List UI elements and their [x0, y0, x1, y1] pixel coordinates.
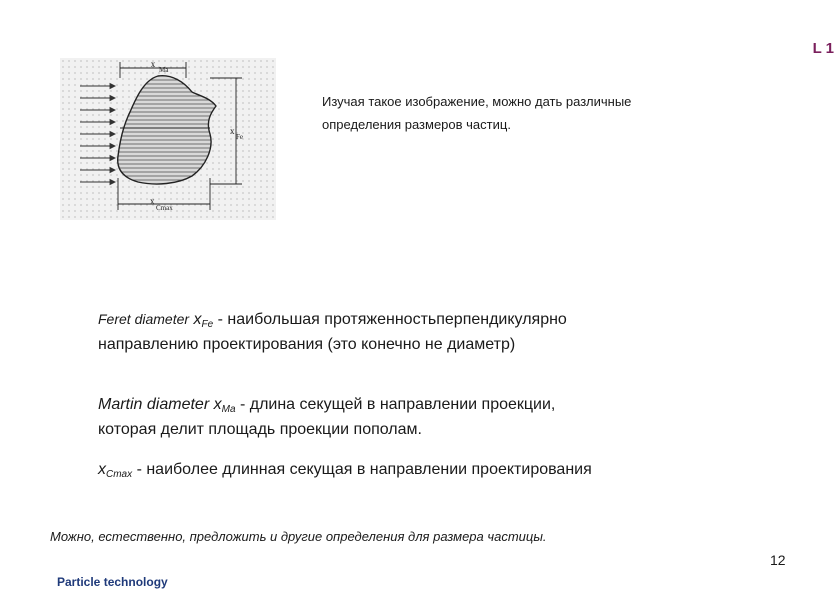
- cmax-description: - наиболее длинная секущая в направлении проектирования: [132, 461, 592, 478]
- cmax-subscript: Cmax: [106, 469, 133, 480]
- martin-label-sub: Ma: [159, 66, 169, 74]
- feret-label: x: [230, 126, 235, 136]
- feret-term: Feret diameter: [98, 311, 190, 327]
- feret-symbol: x: [193, 311, 202, 328]
- definition-feret: [98, 308, 618, 356]
- cmax-label: x: [150, 196, 155, 206]
- feret-label-sub: Fe: [236, 133, 243, 141]
- martin-term: Martin diameter: [98, 396, 210, 413]
- martin-subscript: Ma: [221, 404, 236, 415]
- footer-title: Particle technology: [57, 575, 168, 589]
- slide-label: L 1: [812, 40, 834, 57]
- feret-subscript: Fe: [201, 319, 214, 330]
- martin-symbol: x: [213, 396, 222, 413]
- note-text: Можно, естественно, предложить и другие определения для размера частицы.: [50, 529, 547, 544]
- martin-description: - длина секущей в направлении проекции, которая делит площадь проекции пополам.: [98, 396, 556, 438]
- cmax-label-sub: Cmax: [156, 204, 173, 212]
- particle-diagram: [60, 58, 276, 220]
- cmax-symbol: x: [98, 461, 106, 478]
- particle-figure: [60, 58, 276, 220]
- page-number: 12: [770, 552, 786, 568]
- intro-text: Изучая такое изображение, можно дать различные определения размеров частиц.: [322, 94, 632, 132]
- definition-martin: [98, 393, 618, 441]
- martin-label: x: [150, 59, 156, 69]
- feret-description: - наибольшая протяженностьперпендикулярно направлению проектирования (это конечно не диаметр): [98, 311, 567, 353]
- definition-cmax: [98, 458, 618, 483]
